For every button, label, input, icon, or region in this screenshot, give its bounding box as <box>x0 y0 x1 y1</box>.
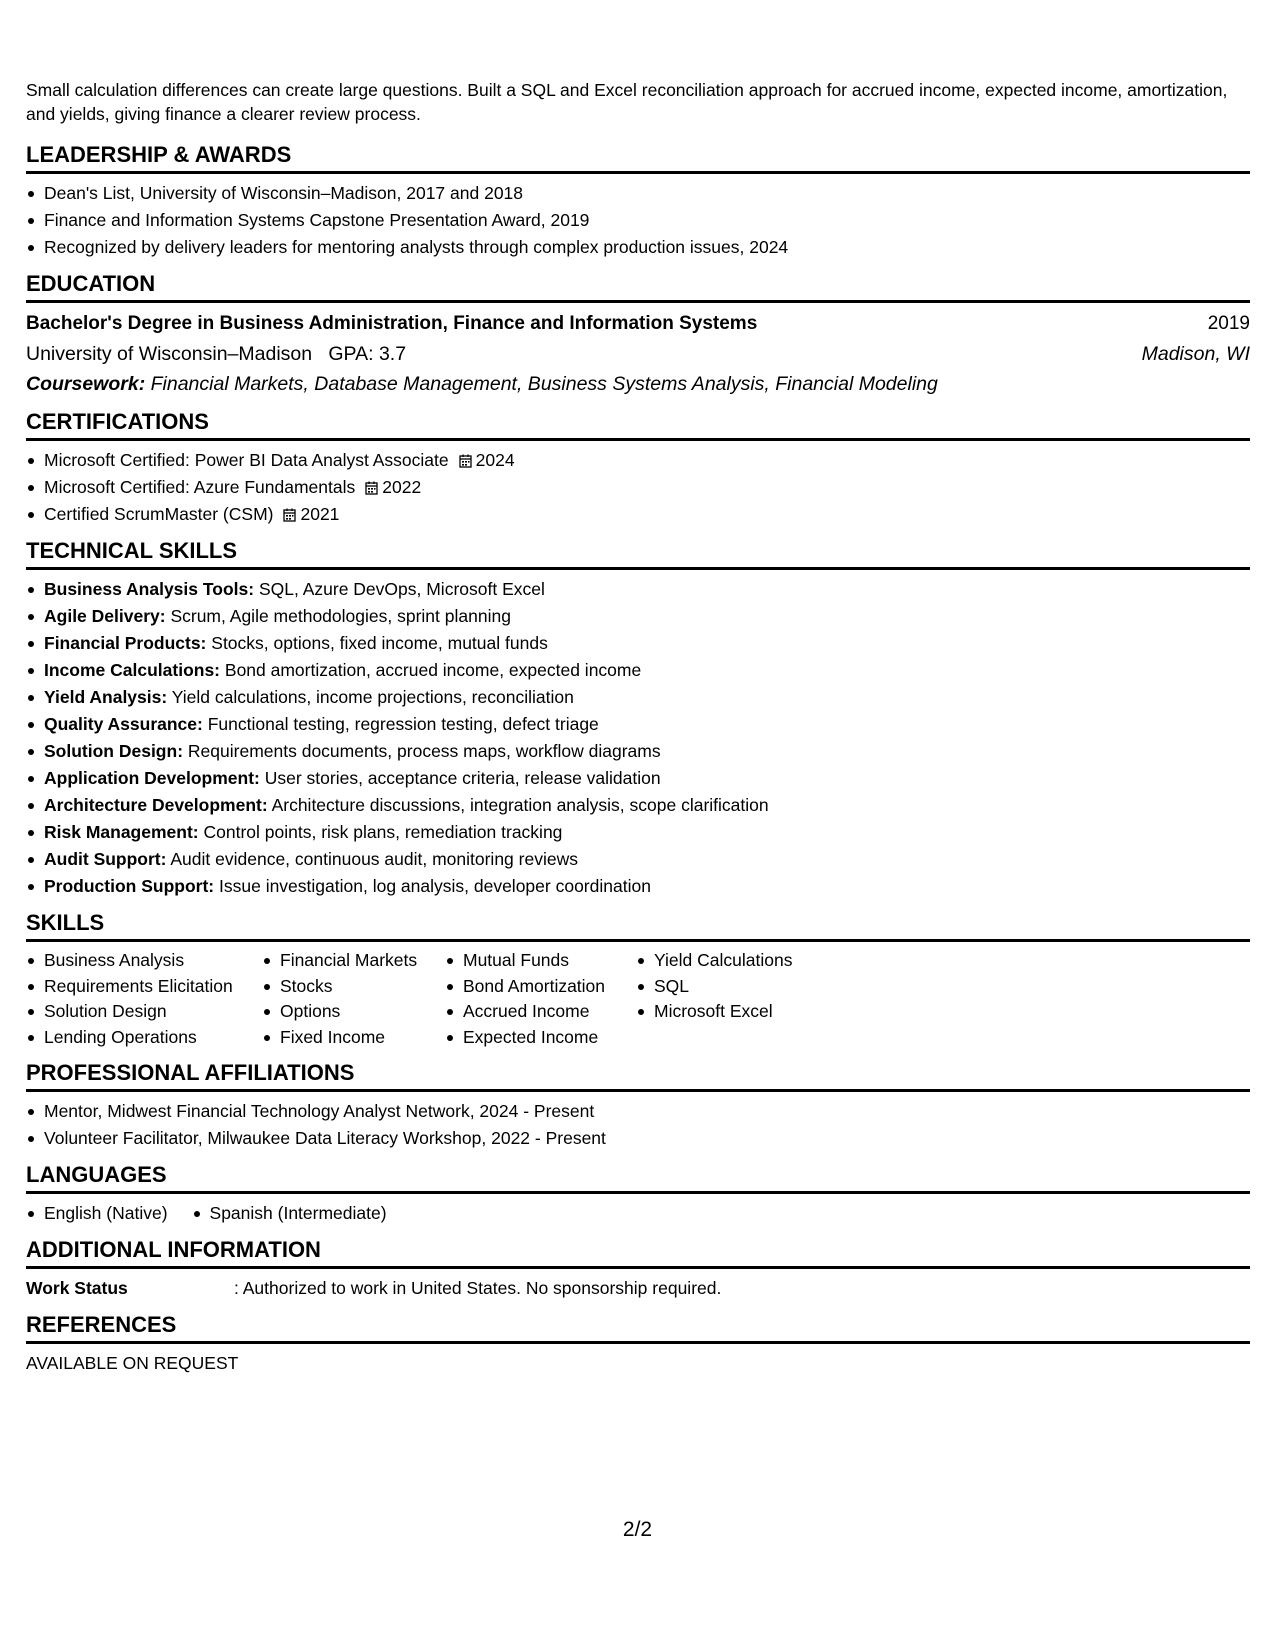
calendar-icon <box>283 508 296 522</box>
skills-column <box>636 948 836 1050</box>
section-title-additional-information: ADDITIONAL INFORMATION <box>26 1237 1250 1269</box>
section-skills <box>26 910 1250 1050</box>
list-item: Finance and Information Systems Capstone Presentation Award, 2019 <box>26 207 1250 234</box>
skill-label: Production Support: <box>44 876 215 896</box>
list-item <box>26 630 1250 657</box>
school-name: University of Wisconsin–Madison <box>26 343 313 365</box>
education-header-row <box>26 309 1250 339</box>
graduation-year: 2019 <box>1207 313 1250 334</box>
skills-column <box>26 948 262 1050</box>
list-item: Mutual Funds <box>445 948 636 974</box>
list-item: Mentor, Midwest Financial Technology Analyst Network, 2024 - Present <box>26 1098 1250 1125</box>
section-title-leadership: LEADERSHIP & AWARDS <box>26 142 1250 174</box>
list-item <box>26 792 1250 819</box>
list-item: SQL <box>636 974 836 1000</box>
list-item: Spanish (Intermediate) <box>192 1200 387 1227</box>
list-item <box>26 684 1250 711</box>
section-certifications <box>26 409 1250 528</box>
section-title-education: EDUCATION <box>26 271 1250 303</box>
leadership-list <box>26 180 1250 261</box>
certification-year: 2021 <box>300 504 340 524</box>
section-title-skills: SKILLS <box>26 910 1250 942</box>
list-item: Recognized by delivery leaders for mentoring analysts through complex production issues, 2024 <box>26 234 1250 261</box>
list-item <box>26 447 1250 474</box>
list-item: Yield Calculations <box>636 948 836 974</box>
skill-label: Architecture Development: <box>44 795 268 815</box>
list-item: Accrued Income <box>445 999 636 1025</box>
list-item <box>26 603 1250 630</box>
skill-label: Business Analysis Tools: <box>44 579 255 599</box>
skill-label: Application Development: <box>44 768 260 788</box>
list-item <box>26 873 1250 900</box>
skills-grid <box>26 948 1250 1050</box>
skill-value: Functional testing, regression testing, defect triage <box>207 714 599 734</box>
skill-label: Financial Products: <box>44 633 207 653</box>
references-text: AVAILABLE ON REQUEST <box>26 1353 239 1373</box>
skill-value: Yield calculations, income projections, reconciliation <box>171 687 574 707</box>
affiliations-list <box>26 1098 1250 1152</box>
skill-value: Control points, risk plans, remediation tracking <box>203 822 563 842</box>
intro-paragraph: Small calculation differences can create large questions. Built a SQL and Excel reconciliation approach for accrued income, expected income, amortization, and yields, giving finance a clearer review process. <box>26 80 1228 124</box>
section-affiliations <box>26 1060 1250 1152</box>
skill-value: Bond amortization, accrued income, expected income <box>224 660 642 680</box>
section-languages <box>26 1162 1250 1227</box>
skill-label: Audit Support: <box>44 849 167 869</box>
school-line <box>26 339 406 369</box>
certification-name: Microsoft Certified: Power BI Data Analyst Associate <box>44 450 449 470</box>
section-title-technical-skills: TECHNICAL SKILLS <box>26 538 1250 570</box>
skill-value: Requirements documents, process maps, workflow diagrams <box>187 741 661 761</box>
list-item: Lending Operations <box>26 1025 262 1051</box>
list-item: Volunteer Facilitator, Milwaukee Data Literacy Workshop, 2022 - Present <box>26 1125 1250 1152</box>
page-number: 2/2 <box>622 1518 653 1541</box>
work-status-row <box>26 1275 1250 1302</box>
section-leadership <box>26 142 1250 261</box>
list-item <box>26 711 1250 738</box>
resume-page <box>26 78 1250 1377</box>
skill-label: Agile Delivery: <box>44 606 166 626</box>
coursework <box>26 369 1250 399</box>
list-item: Business Analysis <box>26 948 262 974</box>
list-item <box>26 819 1250 846</box>
technical-skills-list <box>26 576 1250 900</box>
list-item: Financial Markets <box>262 948 445 974</box>
list-item: Fixed Income <box>262 1025 445 1051</box>
skill-value: SQL, Azure DevOps, Microsoft Excel <box>258 579 545 599</box>
list-item <box>26 474 1250 501</box>
work-status-value: : Authorized to work in United States. No sponsorship required. <box>234 1278 722 1298</box>
work-status-label: Work Status <box>26 1278 128 1298</box>
section-education <box>26 271 1250 399</box>
list-item: Solution Design <box>26 999 262 1025</box>
list-item <box>26 738 1250 765</box>
list-item <box>26 846 1250 873</box>
certification-year: 2024 <box>475 450 515 470</box>
skills-column <box>262 948 445 1050</box>
list-item <box>26 657 1250 684</box>
calendar-icon <box>459 454 472 468</box>
skill-value: Architecture discussions, integration analysis, scope clarification <box>271 795 769 815</box>
skill-label: Risk Management: <box>44 822 199 842</box>
list-item: Stocks <box>262 974 445 1000</box>
list-item: Dean's List, University of Wisconsin–Madison, 2017 and 2018 <box>26 180 1250 207</box>
skill-label: Yield Analysis: <box>44 687 168 707</box>
certification-name: Microsoft Certified: Azure Fundamentals <box>44 477 356 497</box>
skill-label: Quality Assurance: <box>44 714 203 734</box>
list-item: Microsoft Excel <box>636 999 836 1025</box>
coursework-label: Coursework: <box>26 373 146 395</box>
school-location: Madison, WI <box>1141 343 1250 365</box>
section-title-references: REFERENCES <box>26 1312 1250 1344</box>
gpa: GPA: 3.7 <box>328 343 407 365</box>
list-item <box>26 501 1250 528</box>
skill-value: Stocks, options, fixed income, mutual funds <box>211 633 548 653</box>
skill-value: User stories, acceptance criteria, release validation <box>264 768 661 788</box>
calendar-icon <box>365 481 378 495</box>
section-title-certifications: CERTIFICATIONS <box>26 409 1250 441</box>
list-item: Requirements Elicitation <box>26 974 262 1000</box>
coursework-list: Financial Markets, Database Management, Business Systems Analysis, Financial Modeling <box>150 373 938 395</box>
degree: Bachelor's Degree in Business Administration, Finance and Information Systems <box>26 313 758 334</box>
skill-value: Issue investigation, log analysis, developer coordination <box>219 876 651 896</box>
certifications-list <box>26 447 1250 528</box>
list-item <box>26 576 1250 603</box>
education-school-row <box>26 339 1250 369</box>
list-item <box>26 765 1250 792</box>
skill-value: Audit evidence, continuous audit, monitoring reviews <box>170 849 578 869</box>
skill-label: Income Calculations: <box>44 660 221 680</box>
skills-column <box>445 948 636 1050</box>
section-title-affiliations: PROFESSIONAL AFFILIATIONS <box>26 1060 1250 1092</box>
skill-value: Scrum, Agile methodologies, sprint planning <box>170 606 511 626</box>
list-item: Bond Amortization <box>445 974 636 1000</box>
section-title-languages: LANGUAGES <box>26 1162 1250 1194</box>
certification-year: 2022 <box>382 477 422 497</box>
section-technical-skills <box>26 538 1250 900</box>
section-references <box>26 1312 1250 1377</box>
list-item: English (Native) <box>26 1200 168 1227</box>
skill-label: Solution Design: <box>44 741 184 761</box>
list-item: Options <box>262 999 445 1025</box>
languages-list <box>26 1200 1250 1227</box>
list-item: Expected Income <box>445 1025 636 1051</box>
section-additional-information <box>26 1237 1250 1302</box>
certification-name: Certified ScrumMaster (CSM) <box>44 504 274 524</box>
